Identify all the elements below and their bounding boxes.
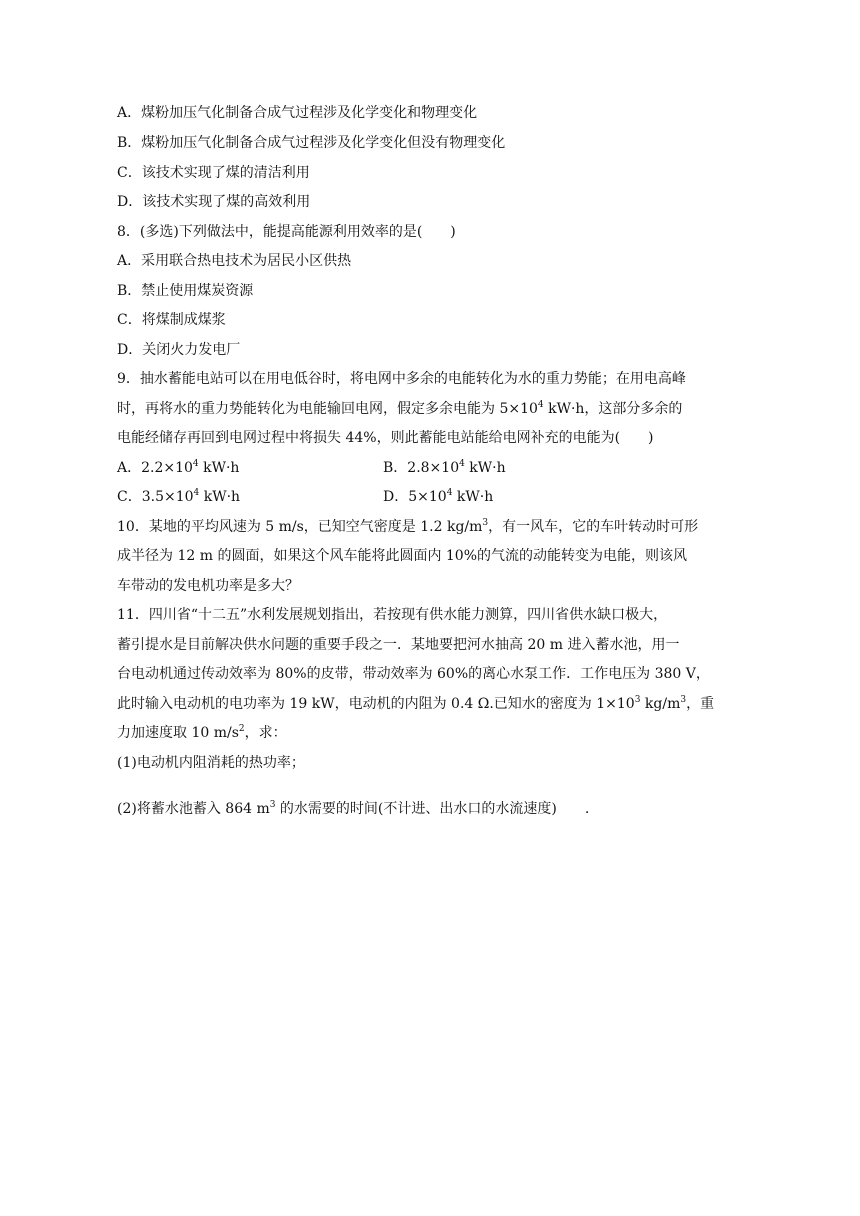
- exponent: 3: [269, 800, 276, 810]
- q10-line-1-text-end: ，有一风车，它的车叶转动时可形: [488, 519, 699, 535]
- q10-line-1: [117, 517, 698, 537]
- q11-line-4: [117, 694, 714, 714]
- q9-option-a: [117, 458, 239, 478]
- unit: kg/m: [640, 696, 681, 712]
- q8-option-a: A．采用联合热电技术为居民小区供热: [117, 253, 352, 269]
- q7-option-c: C．该技术实现了煤的清洁利用: [117, 165, 310, 181]
- q11-line-5-text: 力加速度取 10 m/s: [117, 725, 239, 741]
- q11-line-5-text-end: ，求：: [244, 725, 287, 741]
- q9-option-d: [383, 487, 493, 507]
- option-text: C．3.5×10: [117, 489, 194, 505]
- exponent: 4: [459, 459, 465, 469]
- q11-line-2: 蓄引提水是目前解决供水问题的重要手段之一．某地要把河水抽高 20 m 进入蓄水池，用一: [117, 637, 680, 653]
- q9-line-2: [117, 399, 682, 419]
- q9-option-b: [383, 458, 506, 478]
- q9-line-2-text: 时，再将水的重力势能转化为电能输回电网，假定多余电能为 5×10: [117, 401, 538, 417]
- q7-option-b: B．煤粉加压气化制备合成气过程涉及化学变化但没有物理变化: [117, 135, 506, 151]
- q9-line-2-text-end: kW·h，这部分多余的: [543, 401, 683, 417]
- q11-line-4-text: 此时输入电动机的电功率为 19 kW，电动机的内阻为 0.4 Ω.已知水的密度为 1×10: [117, 696, 635, 712]
- q11-line-1: 11．四川省“十二五”水利发展规划指出，若按现有供水能力测算，四川省供水缺口极大，: [117, 607, 668, 623]
- q9-line-1: 9．抽水蓄能电站可以在用电低谷时，将电网中多余的电能转化为水的重力势能；在用电高峰: [117, 371, 686, 387]
- exponent: 3: [680, 695, 687, 705]
- option-text: D．5×10: [383, 489, 447, 505]
- q7-option-a: A．煤粉加压气化制备合成气过程涉及化学变化和物理变化: [117, 105, 478, 121]
- q8-option-c: C．将煤制成煤浆: [117, 312, 226, 328]
- exponent: 2: [238, 724, 245, 734]
- option-unit: kW·h: [464, 460, 506, 476]
- q11-sub-question-2: [117, 799, 589, 819]
- exponent: 3: [634, 695, 641, 705]
- q11-sub-2-text: (2)将蓄水池蓄入 864 m: [117, 801, 270, 817]
- option-unit: kW·h: [198, 460, 240, 476]
- q11-sub-question-1: (1)电动机内阻消耗的热功率；: [117, 755, 305, 771]
- q11-line-4-text-end: ，重: [686, 696, 715, 712]
- option-text: A．2.2×10: [117, 460, 193, 476]
- option-unit: kW·h: [452, 489, 494, 505]
- exponent: 4: [537, 400, 544, 410]
- q10-line-2: 成半径为 12 m 的圆面，如果这个风车能将此圆面内 10%的气流的动能转变为电能，则该风: [117, 548, 688, 564]
- q8-option-d: D．关闭火力发电厂: [117, 342, 241, 358]
- q7-option-d: D．该技术实现了煤的高效利用: [117, 194, 311, 210]
- exponent: 4: [192, 459, 199, 469]
- q8-option-b: B．禁止使用煤炭资源: [117, 283, 254, 299]
- q11-sub-2-text-end: 的水需要的时间(不计进、出水口的水流速度) .: [275, 801, 590, 817]
- option-text: B．2.8×10: [383, 460, 460, 476]
- q10-line-3: 车带动的发电机功率是多大？: [117, 578, 299, 594]
- q11-line-3: 台电动机通过传动效率为 80%的皮带，带动效率为 60%的离心水泵工作．工作电压为 380 V，: [117, 666, 710, 682]
- q10-line-1-text: 10．某地的平均风速为 5 m/s，已知空气密度是 1.2 kg/m: [117, 519, 483, 535]
- q9-line-3: 电能经储存再回到电网过程中将损失 44%，则此蓄能电站能给电网补充的电能为( ): [117, 430, 654, 446]
- exponent: 4: [193, 488, 200, 498]
- exponent: 4: [446, 488, 453, 498]
- option-unit: kW·h: [199, 489, 241, 505]
- q8-stem: 8．(多选)下列做法中，能提高能源利用效率的是( ): [117, 224, 456, 240]
- exponent: 3: [482, 518, 489, 528]
- q11-line-5: [117, 723, 287, 743]
- q9-option-c: [117, 487, 240, 507]
